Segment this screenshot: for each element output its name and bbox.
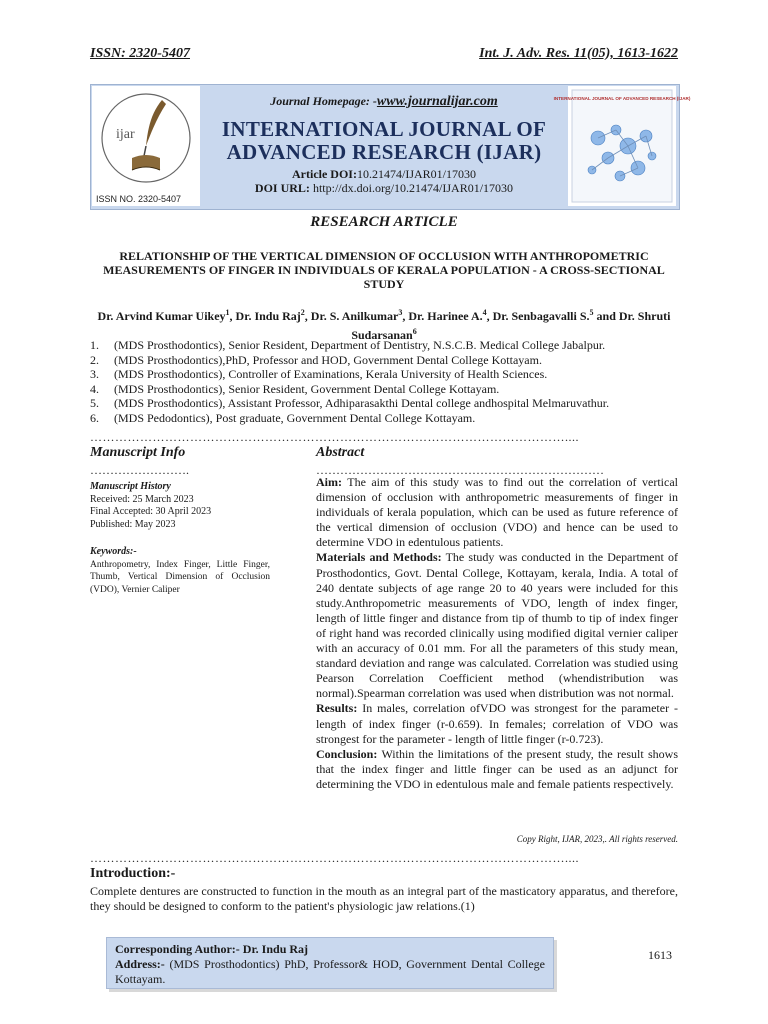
abstract-results: Results: In males, correlation ofVDO was strongest for the parameter - length of index finger (r-0.659). In females; correlation of VDO was strongest for the parameter - length of little finger (r-0.723). — [316, 701, 678, 746]
author-separator: and — [593, 309, 619, 323]
affiliation-item — [90, 338, 678, 353]
keywords-block — [90, 546, 270, 596]
affiliation-text: (MDS Prosthodontics), Assistant Professor, Adhiparasakthi Dental college andhospital Melmaruvathur. — [114, 396, 610, 410]
affiliation-number: 1. — [90, 338, 99, 352]
accepted-date: Final Accepted: 30 April 2023 — [90, 506, 212, 517]
journal-title-line2: ADVANCED RESEARCH (IJAR) — [226, 140, 542, 164]
abstract-aim: Aim: The aim of this study was to find out the correlation of vertical dimension of occlusion with anthropometric measurements of finger in individuals of kerala population, which can be used as future reference of the vertical dimension of occlusion (VDO) and hence can be used to determine VDO in edentulous patients. — [316, 475, 678, 550]
affiliation-number: 4. — [90, 381, 99, 396]
abstract-heading: Abstract — [316, 445, 365, 460]
corresponding-author-box — [106, 937, 554, 989]
page-number: 1613 — [648, 948, 672, 962]
manuscript-dots: ……………………. — [90, 463, 189, 477]
doi-block — [200, 167, 568, 195]
affiliation-text: (MDS Prosthodontics), Senior Resident, Department of Dentistry, N.S.C.B. Medical College Jabalpur. — [114, 338, 606, 352]
author-name: Dr. Indu Raj — [235, 309, 301, 323]
citation-header: Int. J. Adv. Res. 11(05), 1613-1622 — [479, 46, 678, 61]
received-date: Received: 25 March 2023 — [90, 493, 194, 505]
section-divider-2: …………………………………………………………………………………………………….... — [90, 851, 579, 865]
affiliation-item — [90, 367, 678, 382]
affiliation-number: 2. — [90, 352, 99, 367]
author-name: Dr. Harinee A. — [408, 309, 483, 323]
affiliation-number: 3. — [90, 367, 99, 381]
molecule-cover-icon — [553, 86, 691, 206]
journal-cover-image — [553, 86, 691, 206]
abstract-conclusion: Conclusion: Within the limitations of the present study, the result shows that the index finger and little finger can be used as an adjunct for determining the VDO in edentulous male and female patients respectively. — [316, 746, 678, 791]
keywords-title: Keywords:- — [90, 546, 137, 557]
section-divider: …………………………………………………………………………………………………….... — [90, 430, 579, 444]
affiliation-item — [90, 411, 678, 426]
affiliation-item — [90, 353, 678, 368]
keywords-text: Anthropometry, Index Finger, Little Finger, Thumb, Vertical Dimension of Occlusion (VDO), Vernier Caliper — [90, 559, 270, 595]
logo-issn: ISSN NO. 2320-5407 — [96, 194, 182, 204]
author-affiliation-index: 4 — [482, 308, 487, 317]
author-affiliation-index: 6 — [412, 327, 417, 336]
abstract-methods: Materials and Methods: The study was conducted in the Department of Prosthodontics, Govt. Dental College, Kottayam, kerala, India. A total of 240 dentate subjects of age range 20 to 40 years were included for this study.Anthropometric measurements of VDO, length of index finger, length of little finger and distance from tip of thumb to tip of index finger of right hand was recorded clinically using modified digital vernier caliper with an accuracy of 0.01 mm. For all the parameters of this study mean, standard deviation and range was calculated. Correlation was studied using Pearson Correlation Coefficient method (whendistribution was normal).Spearman correlation was used when distribution was not normal. — [316, 550, 678, 701]
manuscript-history — [90, 481, 270, 531]
author-separator: , — [304, 309, 311, 323]
logo-text: ijar — [116, 127, 135, 142]
published-date: Published: May 2023 — [90, 518, 176, 530]
abstract-body — [316, 475, 678, 792]
homepage-label: Journal Homepage: - — [270, 94, 377, 108]
affiliation-number: 5. — [90, 396, 99, 410]
author-affiliation-index: 5 — [589, 308, 594, 317]
issn-header: ISSN: 2320-5407 — [90, 46, 190, 61]
doi-url-link[interactable]: http://dx.doi.org/10.21474/IJAR01/17030 — [312, 181, 514, 195]
author-affiliation-index: 1 — [225, 308, 230, 317]
author-separator: , — [402, 309, 409, 323]
author-name: Dr. Arvind Kumar Uikey — [97, 309, 226, 323]
corresponding-address: Address:- (MDS Prosthodontics) PhD, Professor& HOD, Government Dental College Kottayam. — [115, 957, 545, 986]
cover-title: INTERNATIONAL JOURNAL OF ADVANCED RESEARCH (IJAR) — [553, 96, 691, 101]
author-separator: , — [486, 309, 493, 323]
homepage-link[interactable]: www.journalijar.com — [376, 94, 498, 109]
doi-url-label: DOI URL: — [254, 181, 310, 195]
author-affiliation-index: 2 — [300, 308, 305, 317]
introduction-text: Complete dentures are constructed to function in the mouth as an integral part of the masticatory apparatus, and therefore, they should be designed to conform to the patient's physiologic jaw relations.(1) — [90, 884, 678, 913]
history-title: Manuscript History — [90, 481, 171, 492]
article-type: RESEARCH ARTICLE — [310, 214, 458, 230]
abstract-dots: ……………………………………………………………… — [316, 463, 604, 477]
affiliation-number: 6. — [90, 410, 99, 425]
manuscript-info-heading: Manuscript Info — [90, 445, 186, 460]
affiliation-text: (MDS Prosthodontics), Controller of Examinations, Kerala University of Health Sciences. — [114, 367, 548, 381]
author-name: Dr. Senbagavalli S. — [492, 309, 590, 323]
affiliation-item — [90, 382, 678, 397]
ijar-logo — [92, 86, 200, 206]
affiliation-list — [90, 338, 678, 425]
journal-title-line1: INTERNATIONAL JOURNAL OF — [221, 117, 547, 141]
author-name: Dr. Shruti Sudarsanan — [351, 309, 671, 342]
copyright-note: Copy Right, IJAR, 2023,. All rights reserved. — [516, 834, 678, 844]
doi-label: Article DOI: — [292, 167, 357, 181]
quill-book-icon — [92, 86, 200, 206]
affiliation-text: (MDS Prosthodontics), Senior Resident, Government Dental College Kottayam. — [114, 381, 500, 396]
affiliation-item — [90, 396, 678, 411]
paper-title: RELATIONSHIP OF THE VERTICAL DIMENSION OF OCCLUSION WITH ANTHROPOMETRIC MEASUREMENTS OF FINGER IN INDIVIDUALS OF KERALA POPULATION - A CROSS-SECTIONAL STUDY — [103, 249, 665, 291]
author-affiliation-index: 3 — [398, 308, 403, 317]
doi-value: 10.21474/IJAR01/17030 — [356, 167, 476, 181]
journal-title — [200, 118, 568, 164]
author-name: Dr. S. Anilkumar — [310, 309, 399, 323]
introduction-heading: Introduction:- — [90, 866, 176, 881]
author-separator: , — [229, 309, 236, 323]
affiliation-text: (MDS Prosthodontics),PhD, Professor and HOD, Government Dental College Kottayam. — [114, 352, 542, 367]
journal-homepage — [200, 94, 568, 110]
affiliation-text: (MDS Pedodontics), Post graduate, Government Dental College Kottayam. — [114, 410, 476, 425]
corresponding-author-label: Corresponding Author:- Dr. Indu Raj — [115, 942, 309, 956]
